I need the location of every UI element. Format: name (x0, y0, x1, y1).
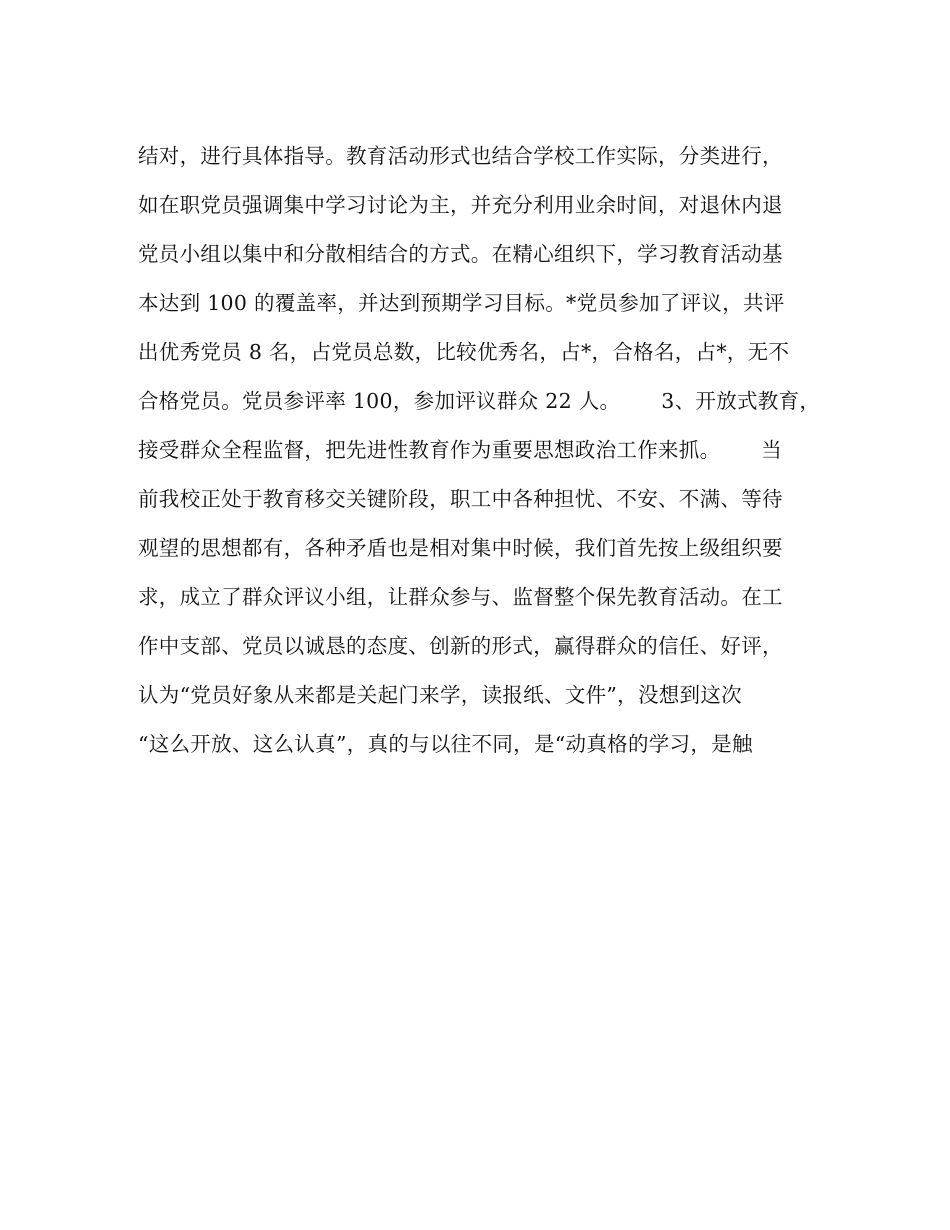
text-line-8: 前我校正处于教育移交关键阶段，职工中各种担忧、不安、不满、等待 (138, 487, 783, 511)
body-text (138, 136, 828, 773)
text-line-5: 出优秀党员 8 名，占党员总数，比较优秀名，占*，合格名，占*，无不 (138, 340, 790, 364)
text-line-13: “这么开放、这么认真”，真的与以往不同，是“动真格的学习，是触 (138, 732, 753, 756)
text-line-9: 观望的思想都有，各种矛盾也是相对集中时候，我们首先按上级组织要 (138, 536, 783, 560)
text-line-4: 本达到 100 的覆盖率，并达到预期学习目标。*党员参加了评议，共评 (138, 291, 785, 315)
text-line-7: 接受群众全程监督，把先进性教育作为重要思想政治工作来抓。 当 (138, 438, 783, 462)
text-line-6: 合格党员。党员参评率 100，参加评议群众 22 人。 3、开放式教育， (138, 389, 821, 413)
text-line-2: 如在职党员强调集中学习讨论为主，并充分利用业余时间，对退休内退 (138, 193, 783, 217)
text-line-11: 作中支部、党员以诚恳的态度、创新的形式，赢得群众的信任、好评， (138, 634, 783, 658)
text-line-12: 认为“党员好象从来都是关起门来学，读报纸、文件”，没想到这次 (138, 683, 742, 707)
text-line-1: 结对，进行具体指导。教育活动形式也结合学校工作实际，分类进行， (138, 144, 783, 168)
text-line-3: 党员小组以集中和分散相结合的方式。在精心组织下，学习教育活动基 (138, 242, 783, 266)
text-line-10: 求，成立了群众评议小组，让群众参与、监督整个保先教育活动。在工 (138, 585, 783, 609)
